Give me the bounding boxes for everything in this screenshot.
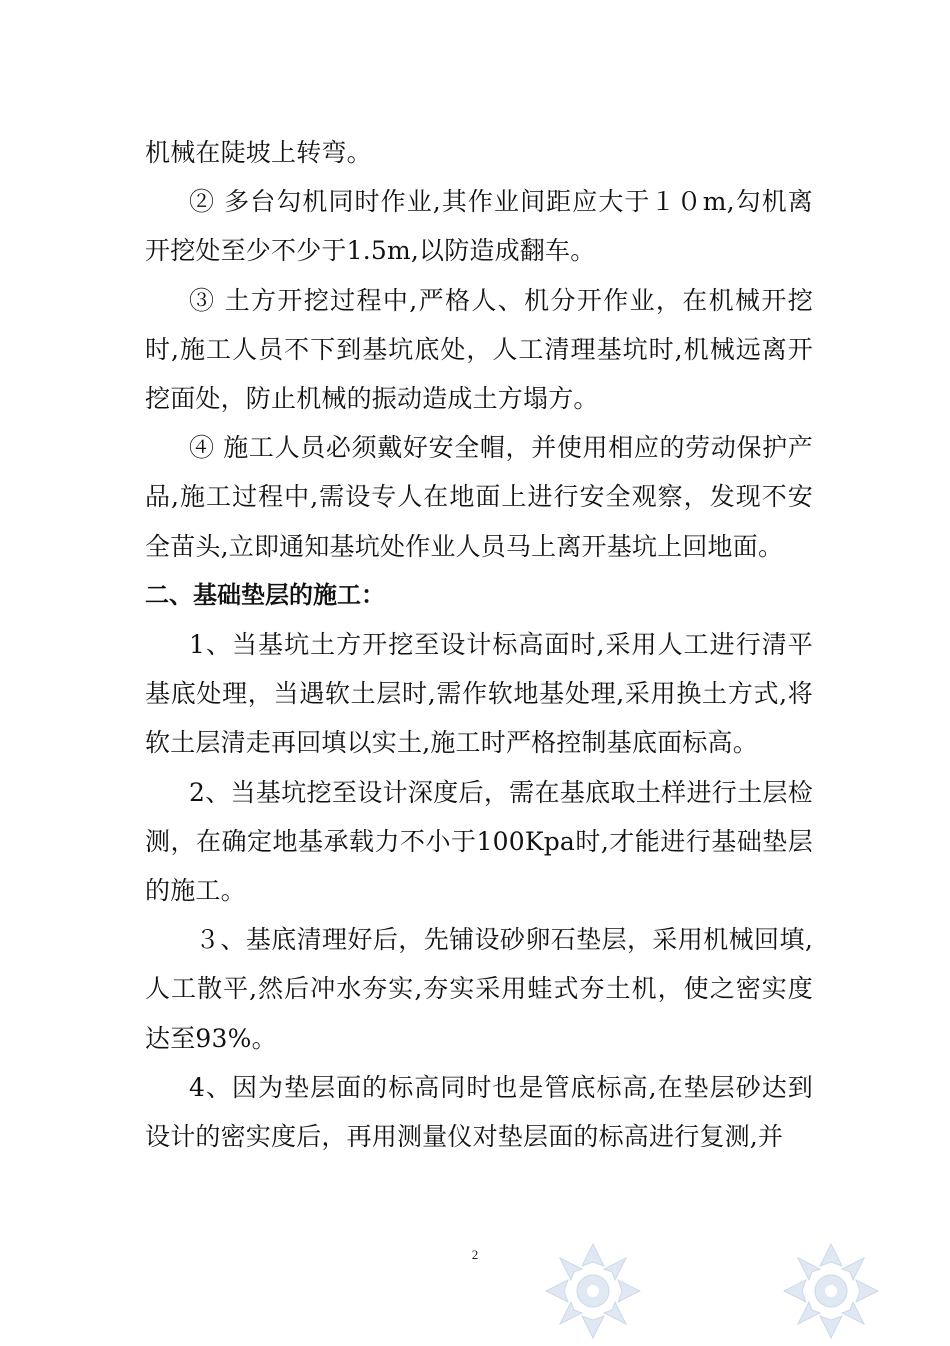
section-heading: 二、基础垫层的施工： — [145, 580, 385, 609]
snowflake-watermark-icon — [776, 1236, 886, 1346]
section-paragraph-4: 4、因为垫层面的标高同时也是管底标高,在垫层砂达到设计的密实度后，再用测量仪对垫层面的标高进行复测,并 — [145, 1072, 813, 1152]
section-paragraph-2: 2、当基坑挖至设计深度后，需在基底取土样进行土层检测，在确定地基承载力不小于100Kpa时,才能进行基础垫层的施工。 — [145, 777, 813, 906]
document-body — [145, 128, 813, 1161]
paragraph-item-2: ② 多台勾机同时作业,其作业间距应大于１０m,勾机离开挖处至少不少于1.5m,以防造成翻车。 — [145, 187, 813, 266]
paragraph-continuation: 机械在陡坡上转弯。 — [145, 138, 372, 167]
snowflake-watermark-icon — [538, 1236, 648, 1346]
section-paragraph-3: ３、基底清理好后，先铺设砂卵石垫层，采用机械回填,人工散平,然后冲水夯实,夯实采用蛙式夯土机，使之密实度达至93%。 — [145, 925, 813, 1053]
paragraph-item-3: ③ 土方开挖过程中,严格人、机分开作业，在机械开挖时,施工人员不下到基坑底处，人工清理基坑时,机械远离开挖面处，防止机械的振动造成土方塌方。 — [145, 285, 813, 414]
paragraph-item-4: ④ 施工人员必须戴好安全帽，并使用相应的劳动保护产品,施工过程中,需设专人在地面上进行安全观察，发现不安全苗头,立即通知基坑处作业人员马上离开基坑上回地面。 — [145, 433, 813, 561]
page-number: 2 — [471, 1247, 479, 1262]
section-paragraph-1: 1、当基坑土方开挖至设计标高面时,采用人工进行清平基底处理，当遇软土层时,需作软地基处理,采用换土方式,将软土层清走再回填以实土,施工时严格控制基底面标高。 — [145, 630, 813, 758]
